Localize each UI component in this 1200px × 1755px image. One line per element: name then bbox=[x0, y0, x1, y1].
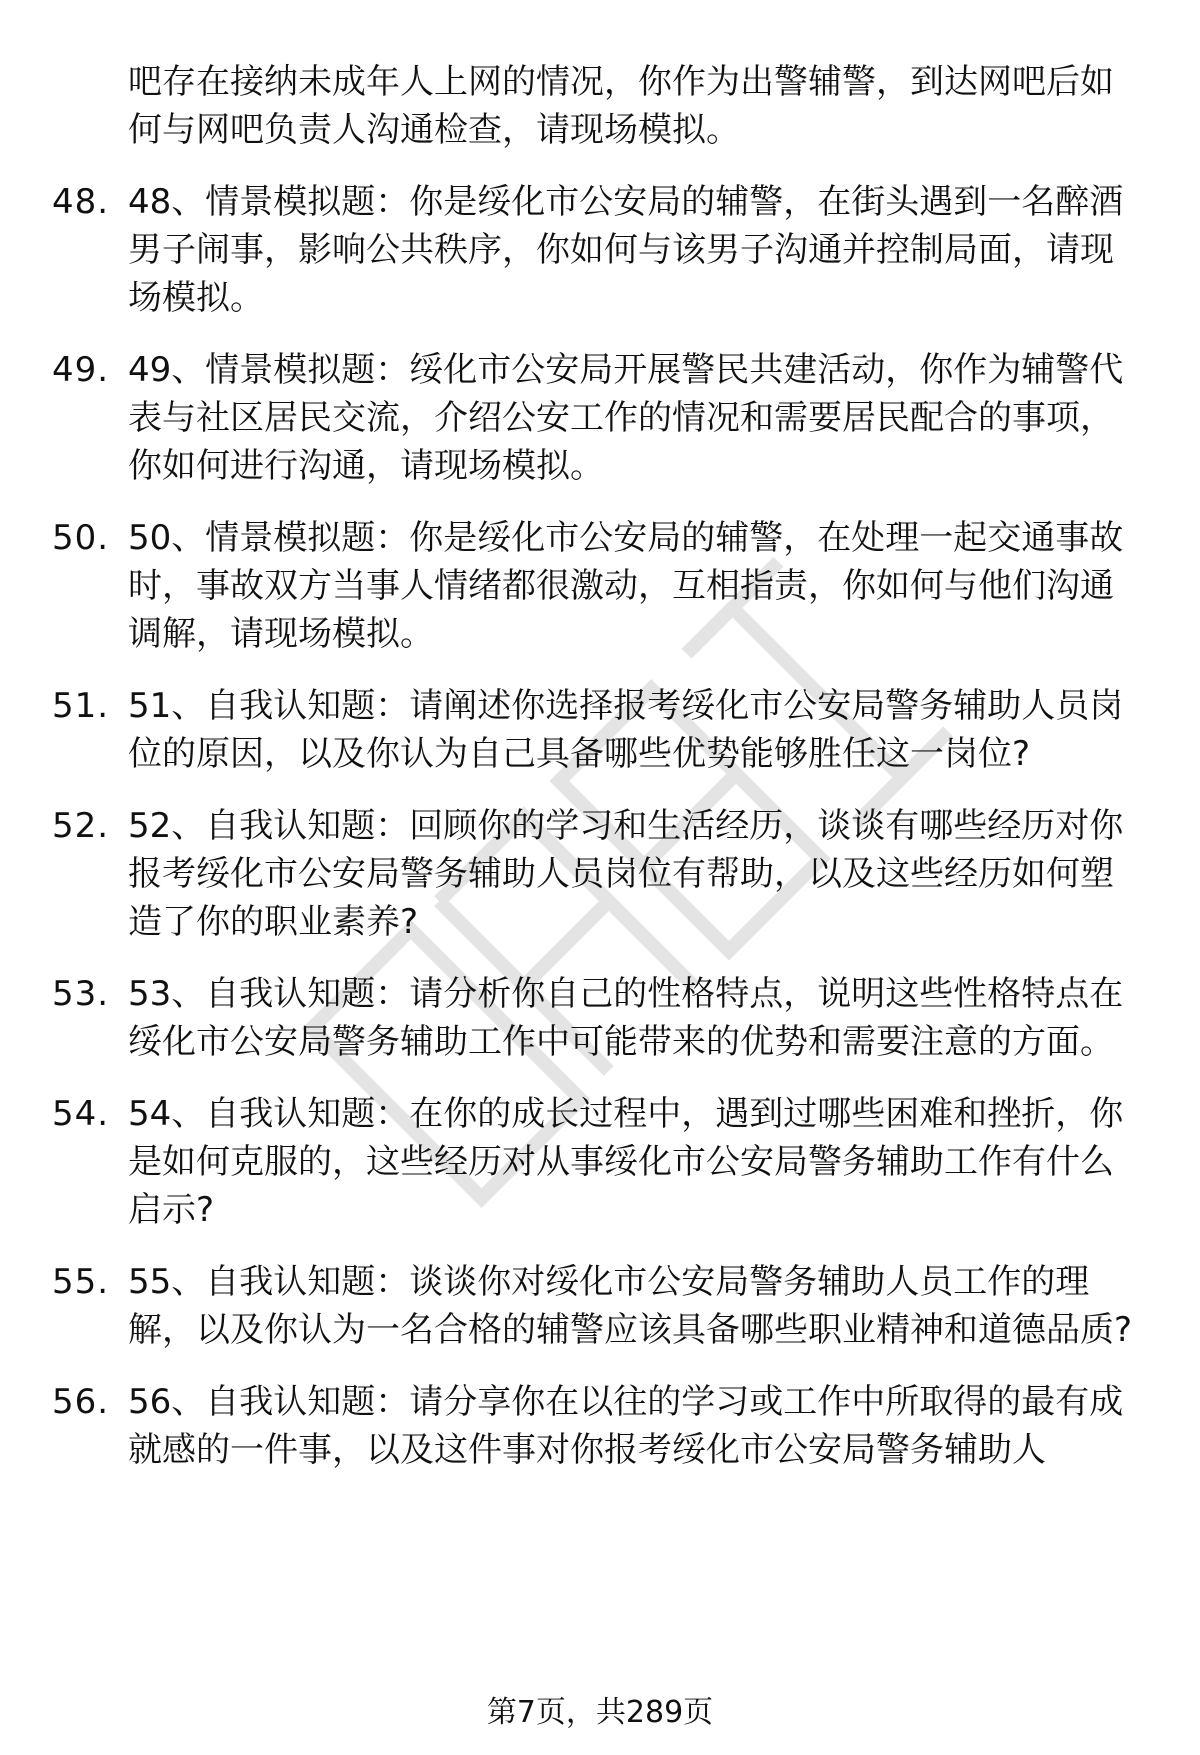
item-number: 52. bbox=[52, 806, 110, 846]
document-body bbox=[0, 58, 1200, 1498]
item-number: 56. bbox=[52, 1382, 110, 1422]
item-text: 50、情景模拟题：你是绥化市公安局的辅警，在处理一起交通事故时，事故双方当事人情绪都很激动，互相指责，你如何与他们沟通调解，请现场模拟。 bbox=[128, 518, 1124, 654]
question-item bbox=[0, 1258, 1200, 1354]
continued-text: 吧存在接纳未成年人上网的情况，你作为出警辅警，到达网吧后如何与网吧负责人沟通检查，请现场模拟。 bbox=[128, 62, 1114, 150]
item-number: 48. bbox=[52, 182, 110, 222]
question-item bbox=[0, 1378, 1200, 1474]
question-item bbox=[0, 682, 1200, 778]
item-text: 55、自我认知题：谈谈你对绥化市公安局警务辅助人员工作的理解，以及你认为一名合格的辅警应该具备哪些职业精神和道德品质? bbox=[128, 1262, 1133, 1350]
item-text: 49、情景模拟题：绥化市公安局开展警民共建活动，你作为辅警代表与社区居民交流，介绍公安工作的情况和需要居民配合的事项，你如何进行沟通，请现场模拟。 bbox=[128, 350, 1124, 486]
question-item bbox=[0, 178, 1200, 322]
item-number: 51. bbox=[52, 686, 110, 726]
question-item bbox=[0, 802, 1200, 946]
item-number: 50. bbox=[52, 518, 110, 558]
item-text: 48、情景模拟题：你是绥化市公安局的辅警，在街头遇到一名醉酒男子闹事，影响公共秩序，你如何与该男子沟通并控制局面，请现场模拟。 bbox=[128, 182, 1124, 318]
page-footer: 第7页，共289页 bbox=[486, 1695, 714, 1730]
item-text: 52、自我认知题：回顾你的学习和生活经历，谈谈有哪些经历对你报考绥化市公安局警务辅助人员岗位有帮助，以及这些经历如何塑造了你的职业素养? bbox=[128, 806, 1124, 942]
item-text: 53、自我认知题：请分析你自己的性格特点，说明这些性格特点在绥化市公安局警务辅助工作中可能带来的优势和需要注意的方面。 bbox=[128, 974, 1124, 1062]
item-text: 51、自我认知题：请阐述你选择报考绥化市公安局警务辅助人员岗位的原因，以及你认为自己具备哪些优势能够胜任这一岗位? bbox=[128, 686, 1124, 774]
question-item bbox=[0, 1090, 1200, 1234]
item-number: 49. bbox=[52, 350, 110, 390]
item-text: 56、自我认知题：请分享你在以往的学习或工作中所取得的最有成就感的一件事，以及这件事对你报考绥化市公安局警务辅助人 bbox=[128, 1382, 1124, 1470]
item-text: 54、自我认知题：在你的成长过程中，遇到过哪些困难和挫折，你是如何克服的，这些经历对从事绥化市公安局警务辅助工作有什么启示? bbox=[128, 1094, 1124, 1230]
question-item bbox=[0, 346, 1200, 490]
continued-paragraph bbox=[0, 58, 1200, 154]
question-item bbox=[0, 514, 1200, 658]
item-number: 53. bbox=[52, 974, 110, 1014]
item-number: 54. bbox=[52, 1094, 110, 1134]
question-item bbox=[0, 970, 1200, 1066]
item-number: 55. bbox=[52, 1262, 110, 1302]
